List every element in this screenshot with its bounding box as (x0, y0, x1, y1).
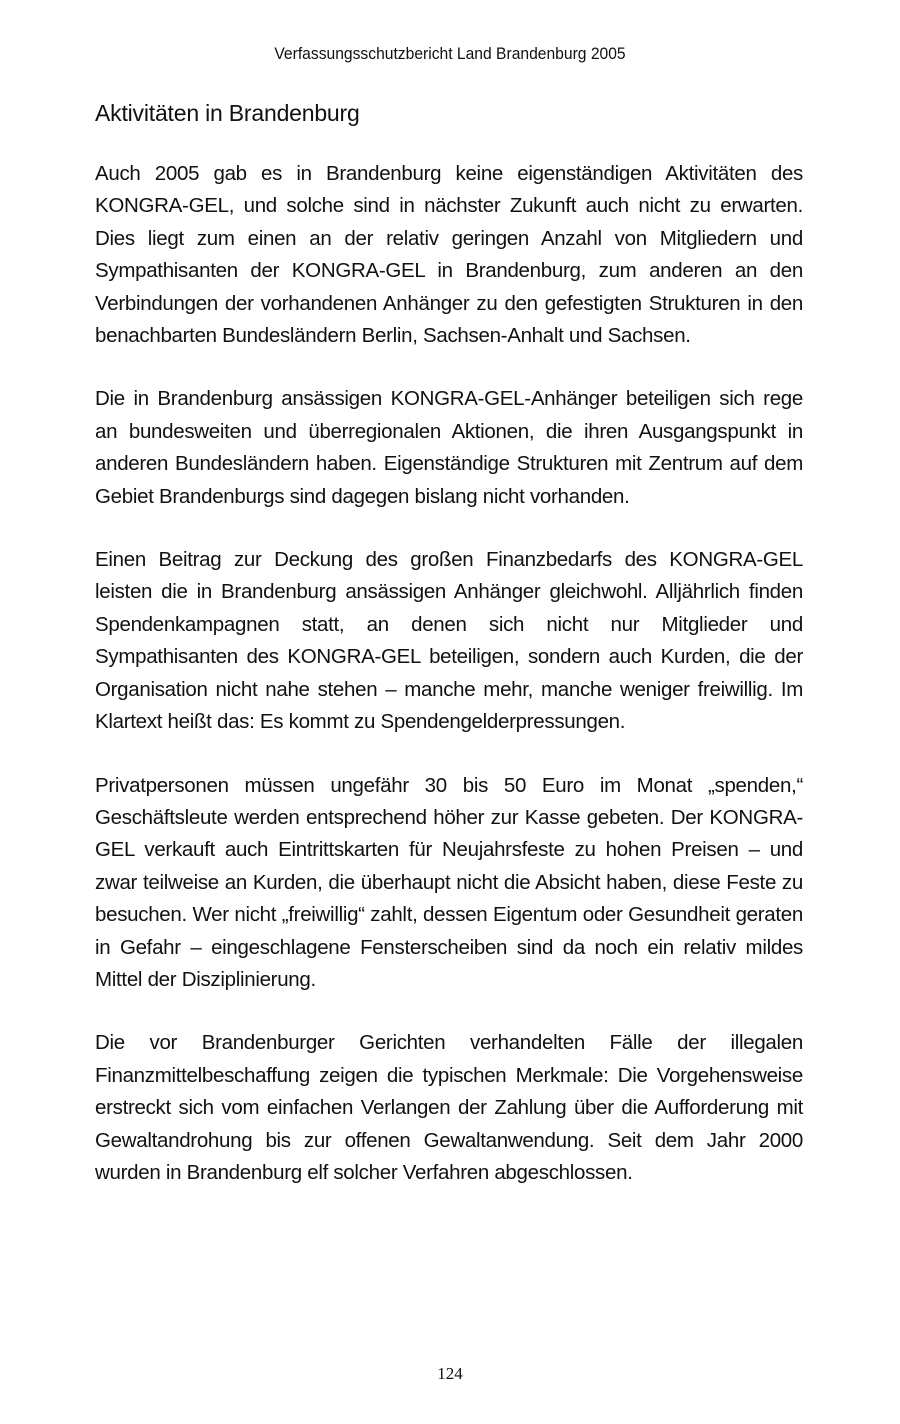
paragraph-3: Einen Beitrag zur Deckung des großen Finanzbedarfs des KONGRA-GEL leisten die in Brandenburg ansässigen Anhänger gleichwohl. Alljährlich finden Spendenkampagnen statt, an denen sich nicht nur Mitglieder und Sympathisanten des KONGRA-GEL beteiligen, sondern auch Kurden, die der Organisation nicht nahe stehen – manche mehr, manche weniger freiwillig. Im Klartext heißt das: Es kommt zu Spendengelderpressungen. (95, 548, 803, 734)
paragraph-1: Auch 2005 gab es in Brandenburg keine eigenständigen Aktivitäten des KONGRA-GEL, und solche sind in nächster Zukunft auch nicht zu erwarten. Dies liegt zum einen an der relativ geringen Anzahl von Mitgliedern und Sympathisanten der KONGRA-GEL in Brandenburg, zum anderen an den Verbindungen der vorhandenen Anhänger zu den gefestigten Strukturen in den benachbarten Bundesländern Berlin, Sachsen-Anhalt und Sachsen. (95, 162, 803, 348)
running-header: Verfassungsschutzbericht Land Brandenburg 2005 (274, 44, 626, 63)
paragraph-2: Die in Brandenburg ansässigen KONGRA-GEL-Anhänger beteiligen sich rege an bundesweiten und überregionalen Aktionen, die ihren Ausgangspunkt in anderen Bundesländern haben. Eigenständige Strukturen mit Zentrum auf dem Gebiet Brandenburgs sind dagegen bislang nicht vorhanden. (95, 387, 803, 508)
paragraph-5: Die vor Brandenburger Gerichten verhandelten Fälle der illegalen Finanzmittelbeschaffung zeigen die typischen Merkmale: Die Vorgehensweise erstreckt sich vom einfachen Verlangen der Zahlung über die Aufforderung mit Gewaltandrohung bis zur offenen Gewaltanwendung. Seit dem Jahr 2000 wurden in Brandenburg elf solcher Verfahren abgeschlossen. (95, 1031, 803, 1184)
page-body (95, 98, 803, 1220)
section-title: Aktivitäten in Brandenburg (95, 100, 360, 126)
paragraph-4: Privatpersonen müssen ungefähr 30 bis 50 Euro im Monat „spenden,“ Geschäftsleute werden entsprechend höher zur Kasse gebeten. Der KONGRA-GEL verkauft auch Eintrittskarten für Neujahrsfeste zu hohen Preisen – und zwar teilweise an Kurden, die überhaupt nicht die Absicht haben, diese Feste zu besuchen. Wer nicht „freiwillig“ zahlt, dessen Eigentum oder Gesundheit geraten in Gefahr – eingeschlagene Fensterscheiben sind da noch ein relativ mildes Mittel der Disziplinierung. (95, 773, 803, 991)
page-number: 124 (437, 1364, 463, 1383)
